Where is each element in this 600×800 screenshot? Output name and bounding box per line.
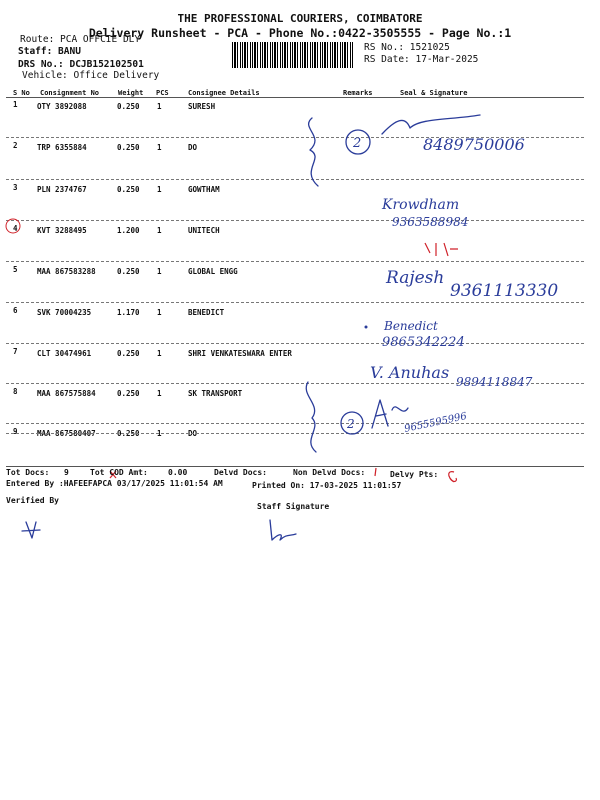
circled-number-2: 2 [347, 417, 355, 431]
verified-by-label: Verified By [6, 496, 59, 505]
cell-consignee: UNITECH [188, 226, 220, 235]
rs-date: RS Date: 17-Mar-2025 [364, 54, 479, 65]
cell-sno: 2 [13, 141, 18, 150]
cell-weight: 0.250 [117, 267, 140, 276]
cell-sno: 1 [13, 100, 18, 109]
col-remarks: Remarks [343, 89, 373, 97]
cell-pcs: 1 [157, 185, 162, 194]
cell-consignee: BENEDICT [188, 308, 225, 317]
name-row7: V. Anuhas [370, 363, 450, 382]
route: Route: PCA OFFCIE DLY [20, 34, 141, 45]
delvy-pts-label: Delvy Pts: [390, 470, 439, 479]
cell-weight: 0.250 [117, 143, 140, 152]
name-row5: Rajesh [386, 268, 445, 288]
col-sno: S No [13, 89, 30, 97]
cell-consignee: GOWTHAM [188, 185, 220, 194]
cell-weight: 0.250 [117, 102, 140, 111]
delvd-docs-label: Delvd Docs: [214, 468, 267, 477]
cell-pcs: 1 [157, 143, 162, 152]
cell-pcs: 1 [157, 102, 162, 111]
col-consignment: Consignment No [40, 89, 100, 97]
red-circle-mark [6, 219, 20, 233]
cell-pcs: 1 [157, 389, 162, 398]
cell-sno: 3 [13, 183, 18, 192]
col-weight: Weight [118, 89, 144, 97]
cell-weight: 0.250 [117, 185, 140, 194]
phone-row9: 9655595996 [403, 410, 468, 435]
cell-sno: 4 [13, 224, 18, 233]
phone-row3: 9363588984 [392, 215, 469, 229]
phone-row1: 8489750006 [423, 135, 525, 154]
cell-pcs: 1 [157, 349, 162, 358]
circled-number: 2 [353, 136, 362, 151]
cell-weight: 1.170 [117, 308, 140, 317]
tot-docs-label: Tot Docs: [6, 468, 50, 477]
rs-number: RS No.: 1521025 [364, 42, 450, 53]
red-remark-row4 [425, 243, 458, 256]
cell-consignee: DO [188, 429, 198, 438]
staff-signature-label: Staff Signature [257, 502, 330, 511]
cell-consignee: DO [188, 143, 198, 152]
cell-weight: 0.250 [117, 389, 140, 398]
cell-consignee: SHRI VENKATESWARA ENTER [188, 349, 292, 358]
red-tick-mark [375, 468, 376, 476]
cell-weight: 0.250 [117, 429, 140, 438]
phone-row7: 9894118847 [456, 375, 533, 389]
cell-sno: 5 [13, 265, 18, 274]
cell-pcs: 1 [157, 308, 162, 317]
cell-consignment: KVT 3288495 [37, 226, 87, 235]
cell-consignee: SURESH [188, 102, 216, 111]
phone-row5: 9361113330 [450, 281, 559, 301]
drs-number: DRS No.: DCJB152102501 [18, 59, 144, 70]
company-name: THE PROFESSIONAL COURIERS, COIMBATORE [177, 12, 423, 25]
cell-pcs: 1 [157, 267, 162, 276]
col-pcs: PCS [156, 89, 169, 97]
cell-consignee: SK TRANSPORT [188, 389, 243, 398]
footer-rule [6, 466, 584, 467]
col-consignee: Consignee Details [188, 89, 260, 97]
phone-row6: 9865342224 [382, 335, 465, 350]
dot-mark [365, 326, 368, 329]
entered-by: Entered By :HAFEEFAPCA 03/17/2025 11:01:54 AM [6, 479, 223, 488]
staff: Staff: BANU [18, 46, 81, 57]
verifier-signature [22, 522, 40, 538]
cell-consignee: GLOBAL ENGG [188, 267, 238, 276]
cell-consignment: MAA 867583288 [37, 267, 96, 276]
runsheet-title: Delivery Runsheet - PCA - Phone No.:0422-3505555 - Page No.:1 [88, 26, 512, 40]
name-row3: Krowdham [382, 197, 460, 213]
cell-pcs: 1 [157, 429, 162, 438]
cell-sno: 6 [13, 306, 18, 315]
tot-cod-value: 0.00 [168, 468, 188, 477]
tot-docs-value: 9 [64, 468, 69, 477]
cell-sno: 8 [13, 387, 18, 396]
vehicle: Vehicle: Office Delivery [22, 70, 160, 81]
cell-consignment: MAA 867575884 [37, 389, 96, 398]
cell-sno: 9 [13, 427, 18, 436]
cell-consignment: CLT 30474961 [37, 349, 92, 358]
cell-weight: 1.200 [117, 226, 140, 235]
staff-signature-mark [270, 520, 296, 540]
col-seal-signature: Seal & Signature [400, 89, 468, 97]
red-delivery-points [449, 472, 457, 482]
printed-on: Printed On: 17-03-2025 11:01:57 [252, 481, 402, 490]
cell-consignment: PLN 2374767 [37, 185, 87, 194]
name-row6: Benedict [384, 319, 438, 333]
cell-pcs: 1 [157, 226, 162, 235]
tot-cod-label: Tot COD Amt: [90, 468, 148, 477]
signature-row1 [382, 115, 480, 134]
cell-consignment: MAA 867580407 [37, 429, 96, 438]
bracket-mark-2 [306, 382, 316, 452]
bracket-mark [309, 118, 318, 186]
cell-weight: 0.250 [117, 349, 140, 358]
cell-consignment: OTY 3892088 [37, 102, 87, 111]
cell-consignment: SVK 70004235 [37, 308, 92, 317]
non-delvd-label: Non Delvd Docs: [293, 468, 366, 477]
cell-consignment: TRP 6355884 [37, 143, 87, 152]
cell-sno: 7 [13, 347, 18, 356]
